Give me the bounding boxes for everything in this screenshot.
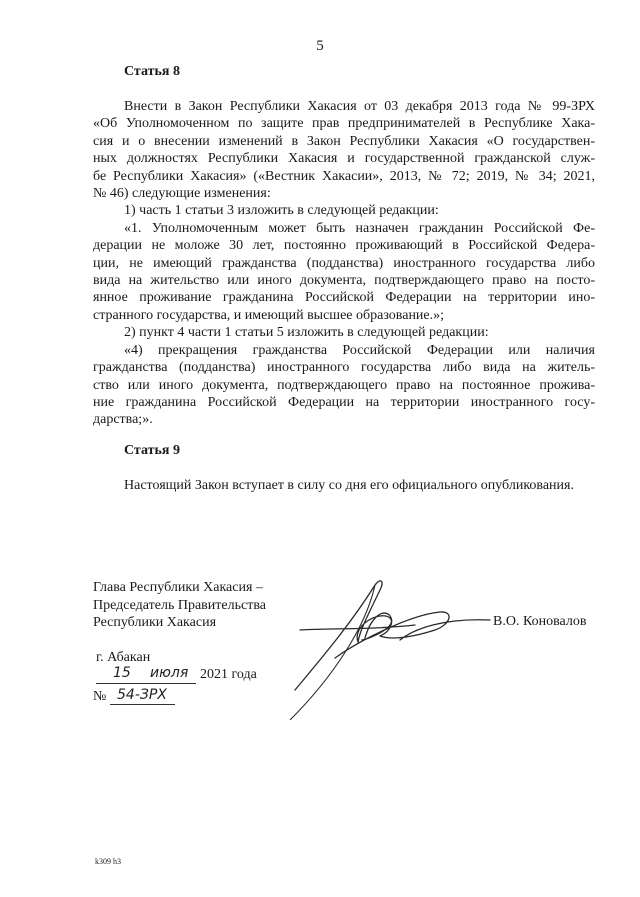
text-line: 1) часть 1 статьи 3 изложить в следующей редакции: — [124, 203, 439, 219]
text-line: ство или иного документа, подтверждающего право на постоянное прожива- — [93, 377, 595, 393]
text-line: дерации не моложе 30 лет, постоянно проживающий в Российской Федера- — [93, 238, 595, 254]
date-day: 15 — [113, 665, 131, 681]
title-line: Республики Хакасия — [93, 615, 217, 630]
date-month: июля — [150, 665, 189, 681]
text-line: дарства;». — [93, 412, 153, 428]
signer-name: В.О. Коновалов — [493, 614, 587, 629]
handwritten-signature — [240, 570, 500, 720]
number-prefix: № — [93, 689, 107, 704]
text-line: Внести в Закон Республики Хакасия от 03 декабря 2013 года № 99-ЗРХ — [124, 99, 595, 114]
text-line: «Об Уполномоченном по защите прав предпринимателей в Республике Хака- — [93, 116, 595, 132]
date-underline — [96, 683, 196, 684]
text-line: вида на жительство или иного документа, подтверждающего право на посто- — [93, 273, 595, 289]
title-line: Председатель Правительства — [93, 597, 266, 613]
article-9-heading: Статья 9 — [124, 443, 180, 458]
footer-code: k309 h3 — [95, 857, 121, 866]
city: г. Абакан — [96, 650, 151, 665]
text-line: сия и о внесении изменений в Закон Республики Хакасия «О государствен- — [93, 133, 595, 149]
law-number: 54-ЗРХ — [117, 687, 167, 703]
text-line: ние гражданина Российской Федерации на территории иностранного госу- — [93, 394, 595, 410]
article-9-body — [93, 477, 595, 494]
page-number: 5 — [316, 38, 324, 54]
text-line: бе Республики Хакасия» («Вестник Хакасии», 2013, № 72; 2019, № 34; 2021, — [93, 168, 595, 184]
date-year: 2021 года — [200, 667, 257, 682]
text-line: № 46) следующие изменения: — [93, 186, 271, 202]
text-line: 2) пункт 4 части 1 статьи 5 изложить в следующей редакции: — [124, 325, 489, 341]
article-8-heading: Статья 8 — [124, 64, 180, 79]
text-line: ции, не имеющий гражданства (подданства) иностранного государства либо — [93, 255, 595, 271]
number-underline — [110, 704, 175, 705]
article-8-body — [93, 98, 595, 429]
title-line: Глава Республики Хакасия – — [93, 580, 263, 595]
text-line: «1. Уполномоченным может быть назначен гражданин Российской Фе- — [124, 220, 595, 236]
text-line: ных должностях Республики Хакасия и государственной гражданской служ- — [93, 151, 595, 167]
text-line: янное проживание гражданина Российской Федерации на территории ино- — [93, 290, 595, 306]
text-line: Настоящий Закон вступает в силу со дня его официального опубликования. — [124, 478, 574, 493]
text-line: гражданства (подданства) иностранного государства либо вида на житель- — [93, 360, 595, 376]
text-line: «4) прекращения гражданства Российской Федерации или наличия — [124, 342, 595, 358]
text-line: странного государства, и имеющий высшее образование.»; — [93, 307, 445, 323]
